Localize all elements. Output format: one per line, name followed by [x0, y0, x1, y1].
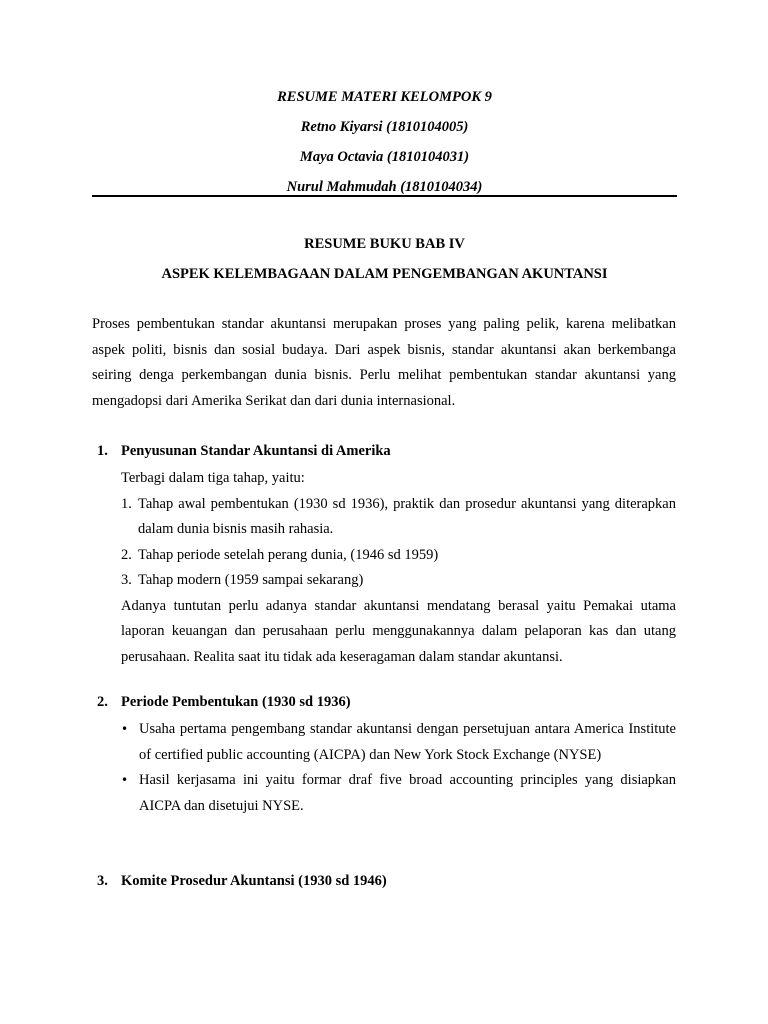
- bullet-text: Hasil kerjasama ini yaitu formar draf five broad accounting principles yang disiapkan AICPA dan disetujui NYSE.: [139, 772, 676, 814]
- section-body: [92, 466, 676, 670]
- list-item-number: 1.: [121, 495, 132, 512]
- member-name: Maya Octavia (1810104031): [299, 149, 470, 165]
- section-3: [92, 870, 676, 896]
- section-number: 2.: [97, 694, 108, 710]
- section-heading-text: Penyusunan Standar Akuntansi di Amerika: [121, 443, 391, 459]
- intro-paragraph: Proses pembentukan standar akuntansi merupakan proses yang paling pelik, karena melibatkan aspek politi, bisnis dan sosial budaya. Dari aspek bisnis, standar akuntansi akan berkembanga seiring denga perkembangan dunia bisnis. Perlu melihat pembentukan standar akuntansi yang mengadopsi dari Amerika Serikat dan dari dunia internasional.: [92, 316, 676, 409]
- section-number: 1.: [97, 443, 108, 459]
- list-item-text: Tahap modern (1959 sampai sekarang): [138, 572, 364, 588]
- bullet-text: Usaha pertama pengembang standar akuntansi dengan persetujuan antara America Institute of certified public accounting (AICPA) dan New York Stock Exchange (NYSE): [139, 721, 676, 763]
- section-closing: Adanya tuntutan perlu adanya standar akuntansi mendatang berasal yaitu Pemakai utama laporan keuangan dan perusahaan perlu menggunakannya dalam pelaporan kas dan utang perusahaan. Realita saat itu tidak ada keseragaman dalam standar akuntansi.: [121, 597, 676, 665]
- group-title: RESUME MATERI KELOMPOK 9: [277, 89, 492, 105]
- section-heading-text: Periode Pembentukan (1930 sd 1936): [121, 694, 351, 710]
- list-item-text: Tahap periode setelah perang dunia, (1946 sd 1959): [138, 546, 439, 563]
- bullet-item: [121, 768, 676, 819]
- section-1: [92, 440, 676, 670]
- book-titles: [92, 234, 677, 294]
- list-item: [121, 568, 676, 594]
- header-divider: [92, 195, 677, 197]
- section-heading: [92, 440, 676, 466]
- section-heading-text: Komite Prosedur Akuntansi (1930 sd 1946): [121, 873, 387, 889]
- topic-title: ASPEK KELEMBAGAAN DALAM PENGEMBANGAN AKUNTANSI: [161, 266, 608, 282]
- member-name: Nurul Mahmudah (1810104034): [286, 179, 483, 195]
- section-heading: [92, 870, 676, 896]
- bullet-item: [121, 717, 676, 768]
- list-item-number: 3.: [121, 572, 132, 588]
- section-body: [92, 717, 676, 819]
- list-item: [121, 492, 676, 543]
- member-name: Retno Kiyarsi (1810104005): [300, 119, 469, 135]
- document-header: [92, 86, 677, 206]
- section-heading: [92, 691, 676, 717]
- section-2: [92, 691, 676, 819]
- list-item-text: Tahap awal pembentukan (1930 sd 1936), praktik dan prosedur akuntansi yang diterapkan dalam dunia bisnis masih rahasia.: [138, 495, 676, 537]
- section-lead: Terbagi dalam tiga tahap, yaitu:: [121, 470, 305, 486]
- list-item: [121, 543, 676, 569]
- bullet-icon: •: [121, 773, 129, 787]
- chapter-title: RESUME BUKU BAB IV: [304, 236, 465, 252]
- bullet-icon: •: [121, 722, 129, 736]
- section-number: 3.: [97, 873, 108, 889]
- list-item-number: 2.: [121, 546, 132, 563]
